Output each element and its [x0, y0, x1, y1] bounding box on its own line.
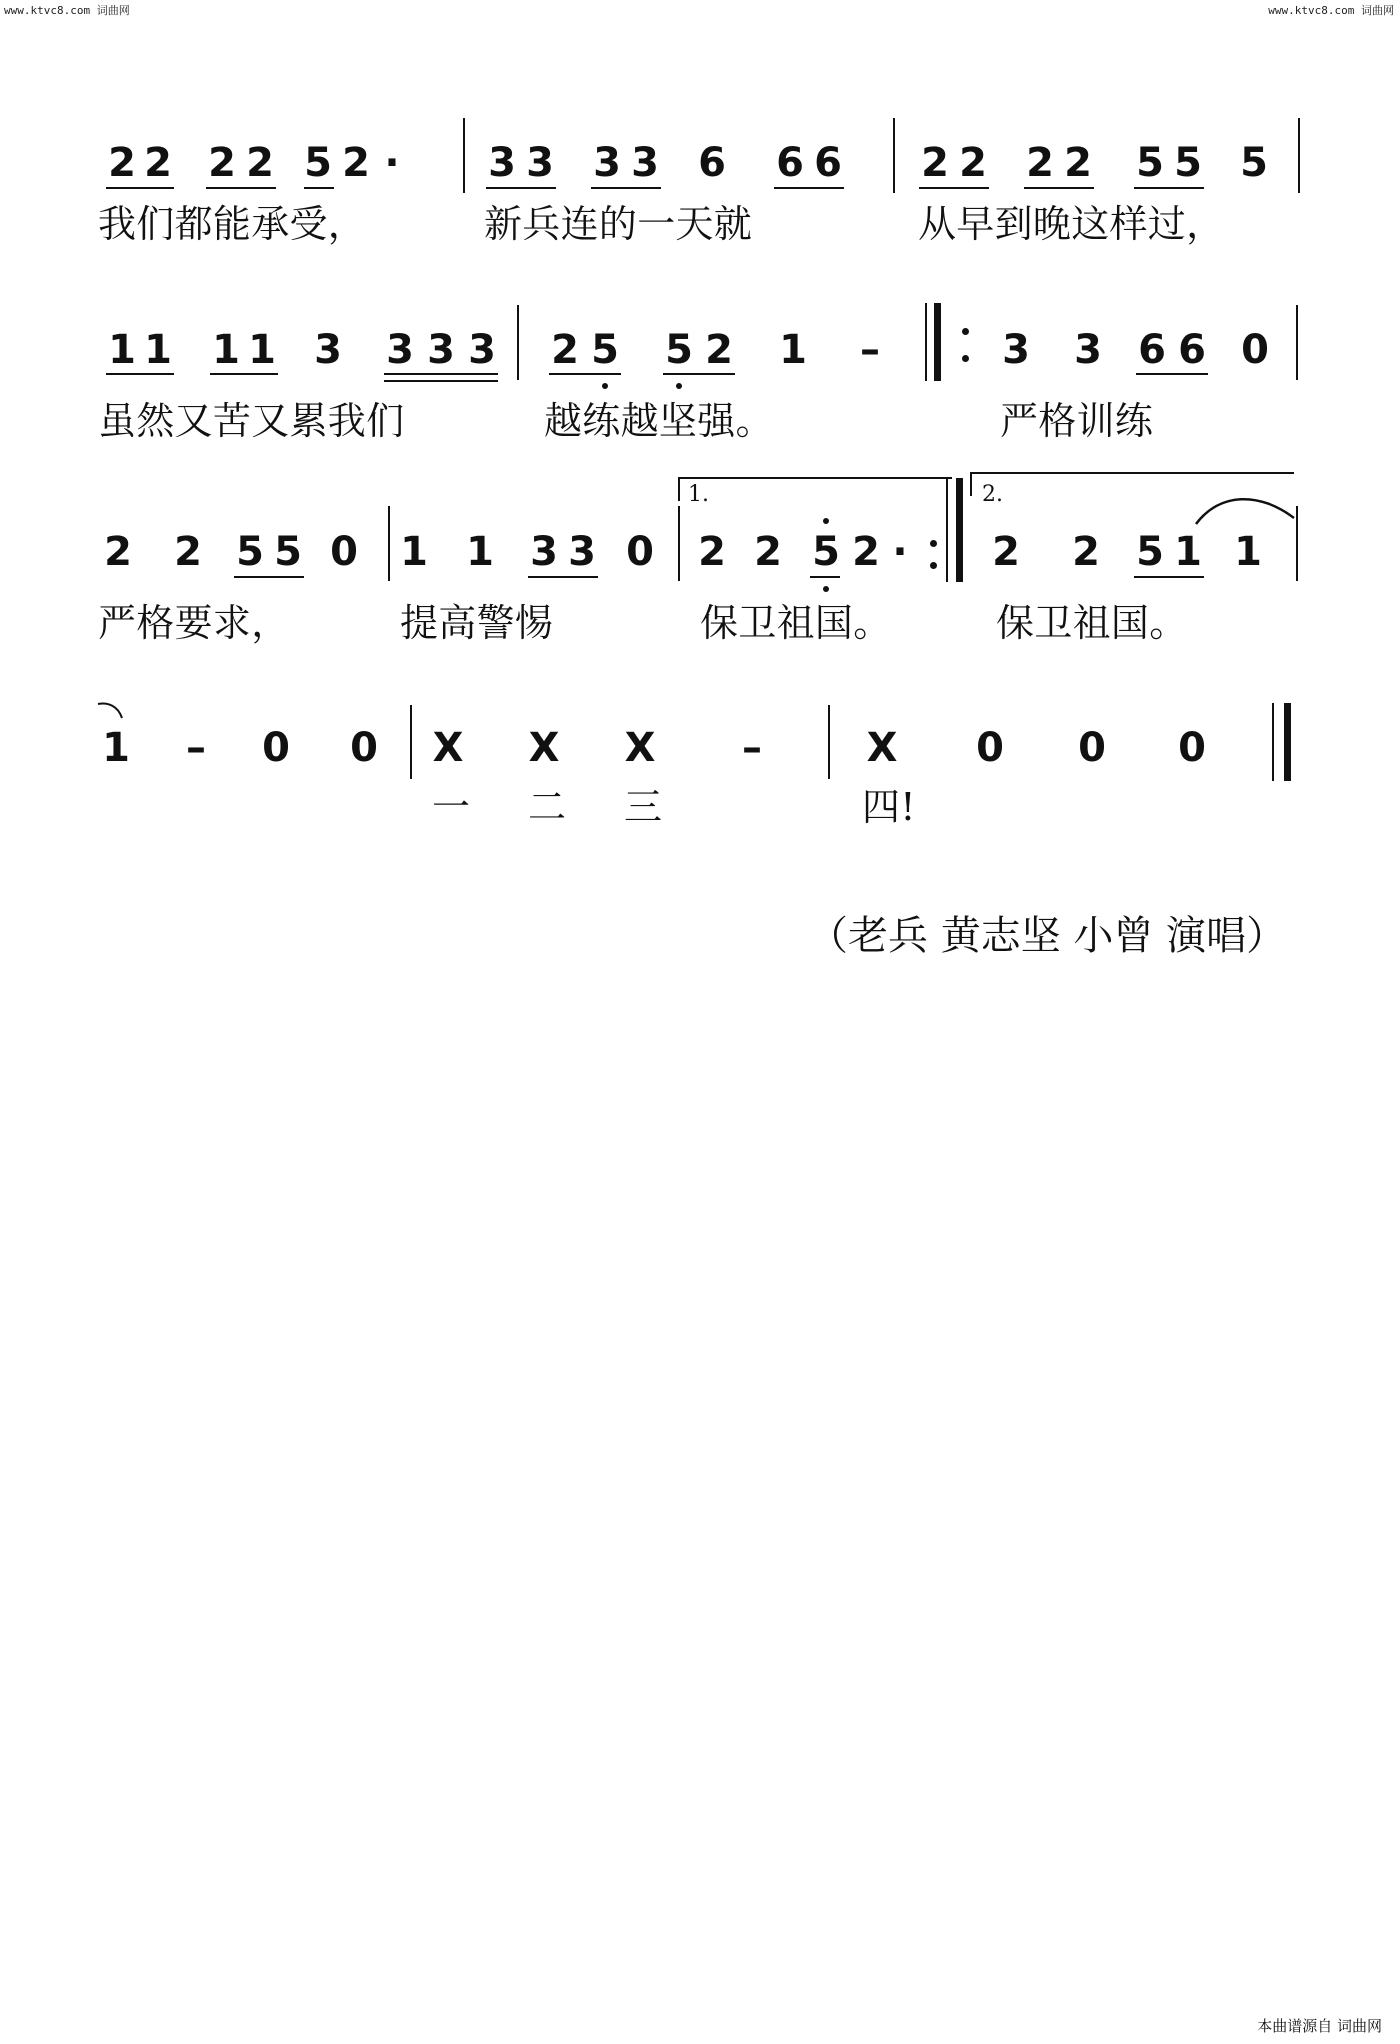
header-left: www.ktvc8.com 词曲网: [4, 4, 130, 17]
underline: [486, 187, 556, 189]
lyric: 提高警惕: [400, 601, 554, 645]
lyric: 三: [624, 785, 663, 829]
note: 6: [1138, 327, 1166, 373]
lyric: 新兵连的一天就: [484, 202, 753, 246]
note: 6: [814, 140, 842, 186]
note: 0: [262, 725, 290, 771]
footer-source: 本曲谱源自 词曲网: [1257, 2017, 1382, 2035]
repeat-dot: [930, 562, 937, 569]
lyric: 越练越坚强。: [544, 399, 774, 443]
note: 0: [626, 529, 654, 575]
note: 1: [400, 529, 428, 575]
note: 2: [992, 529, 1020, 575]
volta-bracket-1: [678, 477, 952, 501]
lyric: 虽然又苦又累我们: [98, 399, 405, 443]
note: 1: [248, 327, 276, 373]
note: 2: [852, 529, 880, 575]
note: 3: [593, 140, 621, 186]
barline: [678, 506, 680, 581]
note: X: [432, 725, 464, 771]
note: 2: [246, 140, 274, 186]
underline: [810, 576, 840, 578]
barline: [1298, 118, 1300, 193]
note: 2: [754, 529, 782, 575]
note: 0: [1178, 725, 1206, 771]
note: 5: [304, 140, 332, 186]
barline: [828, 705, 830, 779]
lyric: 二: [528, 785, 567, 829]
note: 5: [236, 529, 264, 575]
note: 1: [1174, 529, 1202, 575]
volta-label-2: 2.: [982, 482, 1003, 507]
underline: [919, 187, 989, 189]
underline: [106, 373, 174, 375]
barline: [1296, 506, 1298, 581]
note: 3: [631, 140, 659, 186]
note: 1: [102, 725, 130, 771]
note: 5: [1240, 140, 1268, 186]
note: 5: [665, 327, 693, 373]
note: 2: [144, 140, 172, 186]
lyric: 严格训练: [1000, 399, 1154, 443]
lyric: 严格要求，: [98, 601, 290, 645]
lyric: 从早到晚这样过，: [918, 202, 1225, 246]
underline: [1136, 373, 1208, 375]
lyric: 一: [432, 785, 471, 829]
lyric: 我们都能承受，: [98, 202, 367, 246]
octave-dot: [676, 383, 682, 389]
barline: [893, 118, 895, 193]
note: 2: [705, 327, 733, 373]
repeat-dot: [962, 355, 969, 362]
note: 0: [976, 725, 1004, 771]
note: 2: [174, 529, 202, 575]
note: X: [528, 725, 560, 771]
barline: [388, 506, 390, 581]
note: 5: [274, 529, 302, 575]
underline: [774, 187, 844, 189]
dash: –: [742, 725, 762, 771]
dot-augmentation: ·: [892, 529, 908, 575]
note: 2: [104, 529, 132, 575]
dot-augmentation: ·: [384, 140, 400, 186]
barline: [463, 118, 465, 193]
note: 0: [1241, 327, 1269, 373]
note: 2: [1064, 140, 1092, 186]
lyric: 保卫祖国。: [996, 601, 1188, 645]
underline: [528, 576, 598, 578]
note: X: [866, 725, 898, 771]
underline: [384, 373, 498, 375]
note: 3: [1074, 327, 1102, 373]
note: 5: [1174, 140, 1202, 186]
underline: [663, 373, 735, 375]
underline: [549, 373, 621, 375]
repeat-start-barline: [934, 303, 941, 381]
lyric: 四!: [862, 785, 916, 829]
note: 2: [342, 140, 370, 186]
note: 1: [1234, 529, 1262, 575]
note: 2: [551, 327, 579, 373]
note: 2: [1072, 529, 1100, 575]
note: 5: [1136, 140, 1164, 186]
underline: [210, 373, 278, 375]
note: 5: [812, 529, 840, 575]
lyric: 保卫祖国。: [700, 601, 892, 645]
repeat-dot: [962, 328, 969, 335]
note: 2: [921, 140, 949, 186]
note: 3: [427, 327, 455, 373]
note: 3: [568, 529, 596, 575]
note: 6: [698, 140, 726, 186]
note: 0: [330, 529, 358, 575]
note: 3: [530, 529, 558, 575]
note: 3: [314, 327, 342, 373]
tie-end: [96, 700, 126, 722]
underline: [1024, 187, 1094, 189]
volta-label-1: 1.: [688, 482, 709, 507]
note: 3: [488, 140, 516, 186]
barline: [946, 478, 948, 582]
note: 1: [144, 327, 172, 373]
octave-dot: [823, 586, 829, 592]
underline: [591, 187, 661, 189]
note: 3: [526, 140, 554, 186]
underline: [1134, 187, 1204, 189]
underline: [234, 576, 304, 578]
note: 1: [779, 327, 807, 373]
barline: [517, 305, 519, 380]
octave-dot: [823, 518, 829, 524]
underline: [106, 187, 174, 189]
performer-credit: （老兵 黄志坚 小曾 演唱）: [808, 913, 1287, 959]
note: 3: [1002, 327, 1030, 373]
note: 1: [466, 529, 494, 575]
note: 0: [350, 725, 378, 771]
note: 1: [212, 327, 240, 373]
note: 2: [1026, 140, 1054, 186]
header-right: www.ktvc8.com 词曲网: [1268, 4, 1394, 17]
repeat-dot: [930, 540, 937, 547]
octave-dot: [602, 383, 608, 389]
underline: [1134, 576, 1204, 578]
note: 3: [468, 327, 496, 373]
underline: [304, 187, 334, 189]
note: 6: [1178, 327, 1206, 373]
note: 1: [108, 327, 136, 373]
barline: [410, 705, 412, 779]
note: 5: [591, 327, 619, 373]
final-barline: [1284, 703, 1291, 781]
note: 5: [1136, 529, 1164, 575]
barline: [925, 303, 927, 381]
underline: [206, 187, 276, 189]
repeat-end-barline: [956, 478, 963, 582]
slur: [1190, 488, 1300, 528]
dash: –: [860, 327, 880, 373]
note: 2: [108, 140, 136, 186]
note: 2: [208, 140, 236, 186]
underline: [384, 380, 498, 382]
note: 2: [698, 529, 726, 575]
barline: [1272, 703, 1274, 781]
note: X: [624, 725, 656, 771]
note: 3: [386, 327, 414, 373]
note: 2: [959, 140, 987, 186]
note: 0: [1078, 725, 1106, 771]
barline: [1296, 305, 1298, 380]
note: 6: [776, 140, 804, 186]
dash: –: [186, 725, 206, 771]
